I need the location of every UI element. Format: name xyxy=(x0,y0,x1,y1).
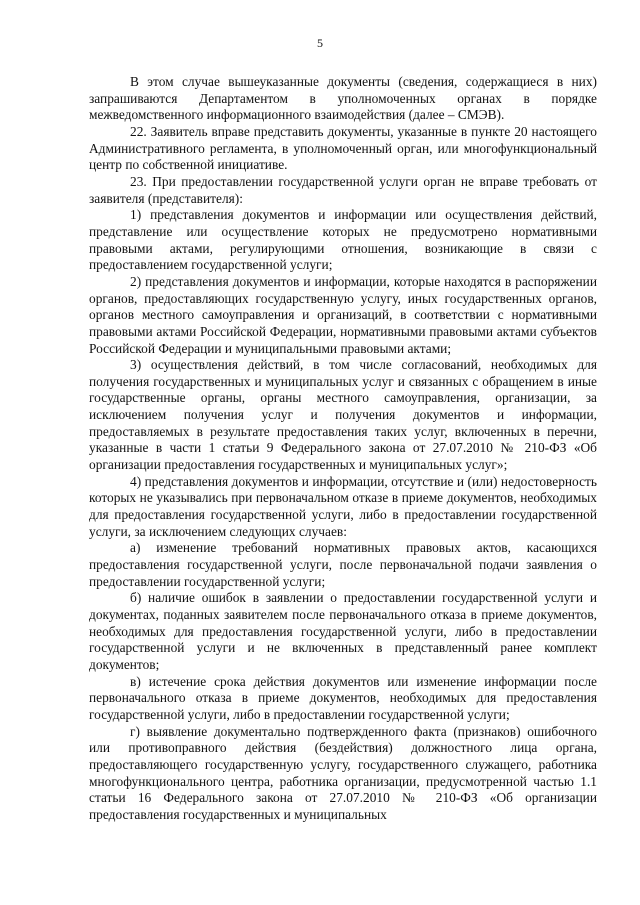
paragraph-22: 22. Заявитель вправе представить документы, указанные в пункте 20 настоящего Административного регламента, в уполномоченный орган, или многофункциональный центр по собственной инициативе. xyxy=(89,123,597,173)
subitem-g: г) выявление документально подтвержденного факта (признаков) ошибочного или противоправного действия (бездействия) должностного лица органа, предоставляющего государственную услугу, государственного служащего, работника многофункционального центра, работника организации, предусмотренной частью 1.1 статьи 16 Федерального закона от 27.07.2010 № 210-ФЗ «Об организации предоставления государственных и муниципальных xyxy=(89,723,597,822)
paragraph-23: 23. При предоставлении государственной услуги орган не вправе требовать от заявителя (представителя): xyxy=(89,173,597,206)
page-number: 5 xyxy=(317,36,323,50)
list-item-3: 3) осуществления действий, в том числе согласований, необходимых для получения государственных и муниципальных услуг и связанных с обращением в иные государственные органы, органы местного самоуправления, организации, за исключением получения услуг и получения документов и информации, предоставляемых в результате предоставления таких услуг, включенных в перечни, указанные в части 1 статьи 9 Федерального закона от 27.07.2010 № 210-ФЗ «Об организации предоставления государственных и муниципальных услуг»; xyxy=(89,357,597,473)
list-item-2: 2) представления документов и информации, которые находятся в распоряжении органов, предоставляющих государственную услугу, иных государственных органов, органов местного самоуправления и организаций, в соответствии с нормативными правовыми актами Российской Федерации, нормативными правовыми актами субъектов Российской Федерации и муниципальными правовыми актами; xyxy=(89,273,597,356)
subitem-a: а) изменение требований нормативных правовых актов, касающихся предоставления государственной услуги, после первоначальной подачи заявления о предоставлении государственной услуги; xyxy=(89,540,597,589)
subitem-b: б) наличие ошибок в заявлении о предоставлении государственной услуги и документах, поданных заявителем после первоначального отказа в приеме документов, необходимых для предоставления государственной услуги, либо в предоставлении государственной услуги и не включенных в представленный ранее комплект документов; xyxy=(89,590,597,672)
document-body xyxy=(89,74,597,824)
subitem-v: в) истечение срока действия документов или изменение информации после первоначального отказа в приеме документов, необходимых для предоставления государственной услуги, либо в предоставлении государственной услуги; xyxy=(89,673,597,722)
list-item-4: 4) представления документов и информации, отсутствие и (или) недостоверность которых не указывались при первоначальном отказе в приеме документов, необходимых для предоставления государственной услуги, либо в предоставлении государственной услуги, за исключением следующих случаев: xyxy=(89,473,597,539)
list-item-1: 1) представления документов и информации или осуществления действий, представление или осуществление которых не предусмотрено нормативными правовыми актами, регулирующими отношения, возникающие в связи с предоставлением государственной услуги; xyxy=(89,207,597,273)
paragraph-smev: В этом случае вышеуказанные документы (сведения, содержащиеся в них) запрашиваются Департаментом в уполномоченных органах в порядке межведомственного информационного взаимодействия (далее – СМЭВ). xyxy=(89,74,597,123)
